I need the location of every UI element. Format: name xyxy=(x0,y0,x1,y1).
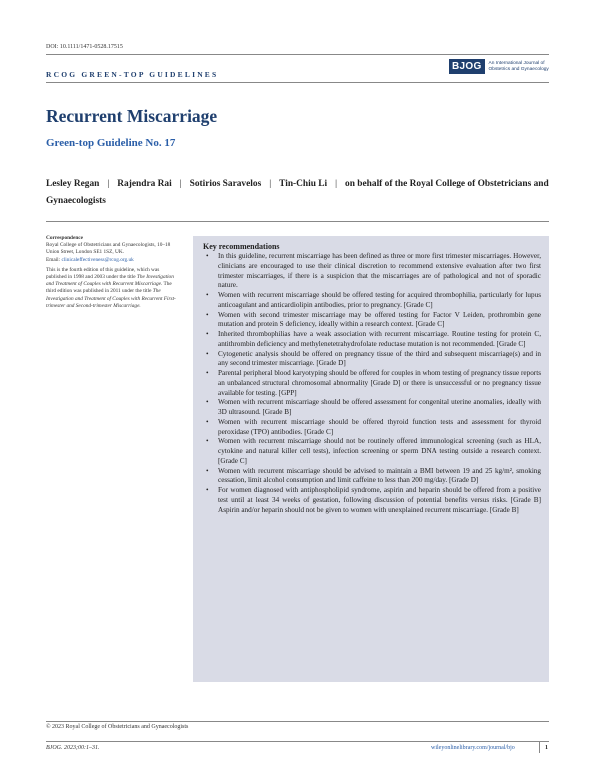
correspondence-email-link[interactable]: clinicaleffectiveness@rcog.org.uk xyxy=(61,256,134,263)
correspondence-address: Royal College of Obstetricians and Gynaecologists, 10–18 Union Street, London SE1 1SZ, UK. xyxy=(46,242,171,256)
series-divider xyxy=(46,82,549,83)
author-group: on behalf of the Royal College of Obstetricians and Gynaecologists xyxy=(46,179,549,206)
edition-note-title: The Investigation and Treatment of Couples with Recurrent First-trimester and Second-trimester Miscarriage. xyxy=(46,288,176,309)
journal-logo xyxy=(449,58,549,75)
author-name: Lesley Regan xyxy=(46,179,100,189)
page-number-divider xyxy=(539,741,540,753)
author-separator: | xyxy=(335,179,338,189)
journal-logo-text xyxy=(489,61,549,72)
recommendation-item: • For women diagnosed with antiphospholipid syndrome, aspirin and heparin should be offered from a positive test until at least 34 weeks of gestation, following discussion of potential benefits versus risks. [Grade B] Aspirin and/or heparin should not be given to women with unexplained recurrent miscarriage. [Grade B] xyxy=(203,486,541,515)
recommendation-item: • Women with recurrent miscarriage should not be routinely offered immunological screening (such as HLA, cytokine and natural killer cell tests), infection screening or sperm DNA testing outside a research context. [Grade C] xyxy=(203,437,541,466)
footer-divider xyxy=(46,741,549,742)
page-number: 1 xyxy=(545,745,548,751)
journal-logo-mark: BJOG xyxy=(449,59,485,74)
author-name: Rajendra Rai xyxy=(117,179,172,189)
doi-text: DOI: 10.1111/1471-0528.17515 xyxy=(46,44,123,50)
edition-note-title: The Investigation and Treatment of Couples with Recurrent Miscarriage. xyxy=(46,274,174,288)
journal-citation: BJOG. 2023;00:1–31. xyxy=(46,745,100,751)
author-separator: | xyxy=(269,179,272,189)
author-separator: | xyxy=(107,179,110,189)
recommendation-item: • Women with recurrent miscarriage should be advised to maintain a BMI between 19 and 25 kg/m², smoking cessation, limit alcohol consumption and limit caffeine to less than 200 mg/day. [Grade D] xyxy=(203,467,541,487)
recommendation-item: • Women with recurrent miscarriage should be offered thyroid function tests and assessment for thyroid peroxidase (TPO) antibodies. [Grade C] xyxy=(203,418,541,438)
series-label: RCOG GREEN-TOP GUIDELINES xyxy=(46,70,219,79)
email-label: Email: xyxy=(46,256,61,263)
edition-note-text: This is the fourth edition of this guideline, which was published in 1998 and 2003 under the title xyxy=(46,266,160,281)
correspondence-label: Correspondence xyxy=(46,235,83,241)
author-separator: | xyxy=(179,179,182,189)
correspondence-sidebar xyxy=(46,235,178,313)
edition-note xyxy=(46,267,178,310)
key-recommendations-box xyxy=(193,236,549,682)
recommendation-item: • Women with recurrent miscarriage should be offered testing for acquired thrombophilia, particularly for lupus anticoagulant and anticardiolipin antibodies, prior to pregnancy. [Grade C] xyxy=(203,291,541,311)
author-name: Sotirios Saravelos xyxy=(189,179,262,189)
recommendation-item: • Inherited thrombophilias have a weak association with recurrent miscarriage. Routine testing for protein C, antithrombin deficiency and methylenetetrahydrofolate reductase mutation is not recommended. [Grade C] xyxy=(203,330,541,350)
edition-note-text: The third edition was published in 2011 under the title xyxy=(46,281,172,295)
recommendation-item: • Parental peripheral blood karyotyping should be offered for couples in whom testing of pregnancy tissue reports an unbalanced structural chromosomal abnormality [Grade D] or there is unsuccessful or no pregnancy tissue available for testing. [GPP] xyxy=(203,369,541,398)
logo-line-1: An International Journal of xyxy=(488,61,545,67)
footer-divider xyxy=(46,721,549,722)
header-divider xyxy=(46,54,549,55)
recommendation-item: • Cytogenetic analysis should be offered on pregnancy tissue of the third and subsequent miscarriage(s) and in any second trimester miscarriage. [Grade D] xyxy=(203,350,541,370)
authors-divider xyxy=(46,221,549,222)
article-subtitle: Green-top Guideline No. 17 xyxy=(46,137,176,149)
author-list xyxy=(46,176,551,210)
article-title: Recurrent Miscarriage xyxy=(46,106,218,126)
recommendation-item: • In this guideline, recurrent miscarriage has been defined as three or more first trimester miscarriages. However, clinicians are encouraged to use their clinical discretion to recommend extensive evaluation after two first trimester miscarriages, if there is a suspicion that the miscarriages are of pathological and not of sporadic nature. xyxy=(203,252,541,291)
copyright-notice: © 2023 Royal College of Obstetricians and Gynaecologists xyxy=(46,724,189,730)
journal-url-link[interactable]: wileyonlinelibrary.com/journal/bjo xyxy=(431,745,515,751)
key-recommendations-list xyxy=(203,252,541,515)
recommendation-item: • Women with second trimester miscarriage may be offered testing for Factor V Leiden, prothrombin gene mutation and protein S deficiency, ideally within a research context. [Grade C] xyxy=(203,311,541,331)
author-name: Tin-Chiu Li xyxy=(279,179,328,189)
logo-line-2: Obstetrics and Gynaecology xyxy=(488,66,549,72)
recommendation-item: • Women with recurrent miscarriage should be offered assessment for congenital uterine anomalies, ideally with 3D ultrasound. [Grade B] xyxy=(203,398,541,418)
key-recommendations-title: Key recommendations xyxy=(203,242,280,251)
